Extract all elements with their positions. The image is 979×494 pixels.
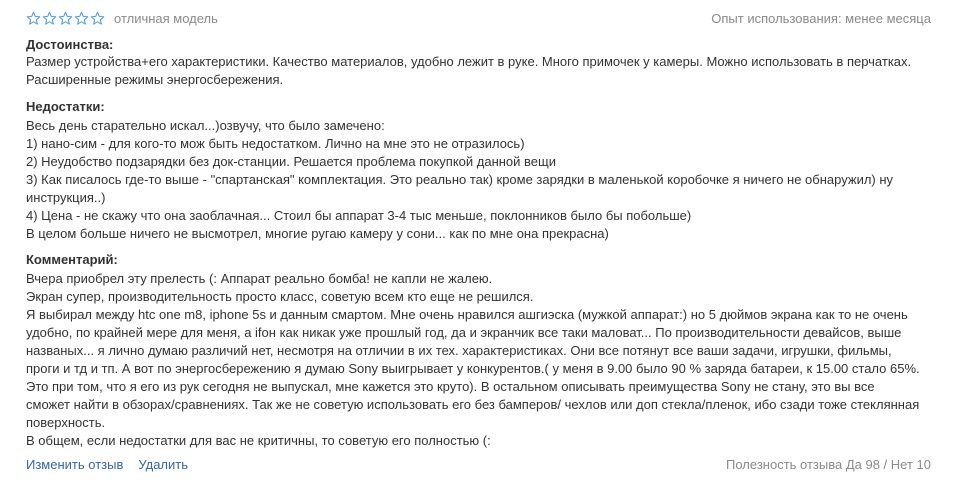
review-header: [26, 0, 931, 36]
delete-review-link[interactable]: Удалить: [138, 457, 189, 472]
advantages-line: Расширенные режимы энергосбережения.: [26, 72, 284, 87]
disadvantages-text: [26, 117, 931, 243]
star-outline-icon: [74, 11, 89, 26]
disadvantages-line: 1) нано-сим - для кого-то мож быть недостатком. Лично на мне это не отразилось): [26, 136, 525, 151]
helpfulness-counter: Полезность отзыва Да 98 / Нет 10: [726, 457, 931, 472]
rating-stars: [26, 11, 105, 26]
comment-line: названых... я лично думаю различий нет, несмотря на отличии в их тех. характеристиках. Они все потянут все ваши задачи, игрушки, фильмы,: [26, 343, 892, 358]
comment-title: Комментарий:: [26, 252, 118, 267]
comment-line: Это при том, что я его из рук сегодня не выпускал, мне кажется это круто). В остальном описывать преимущества Sony не стану, это вы все: [26, 379, 875, 394]
disadvantages-line: инструкция..): [26, 190, 106, 205]
edit-review-link[interactable]: Изменить отзыв: [26, 457, 124, 472]
review-card: [26, 0, 931, 472]
star-outline-icon: [26, 11, 41, 26]
comment-line: удобно, по крайней мере для меня, а ifон как никак уже прошлый год, да и экранчик все таки маловат... По производительности девайсов, выше: [26, 325, 902, 340]
star-outline-icon: [58, 11, 73, 26]
comment-line: сможет найти в обзорах/сравнениях. Так же не советую использовать его без бамперов/ чехлов или доп стекла/пленок, ибо сзади тоже стеклянная: [26, 397, 920, 412]
comment-section: [26, 251, 931, 450]
comment-line: Я выбирал между htc one m8, iphone 5s и данным смартом. Мне очень нравился ашгиэска (мужкой аппарат:) но 5 дюймов экрана как то не очень: [26, 307, 908, 322]
comment-text: [26, 270, 931, 450]
comment-line: В общем, если недостатки для вас не критичны, то советую его полностью (:: [26, 433, 491, 448]
comment-line: Вчера приобрел эту прелесть (: Аппарат реально бомба! не капли не жалею.: [26, 271, 493, 286]
disadvantages-title: Недостатки:: [26, 99, 105, 114]
advantages-line: Размер устройства+его характеристики. Качество материалов, удобно лежит в руке. Много примочек у камеры. Можно использовать в перчатках.: [26, 54, 912, 69]
disadvantages-line: 2) Неудобство подзарядки без док-станции. Решается проблема покупкой данной вещи: [26, 154, 556, 169]
advantages-section: [26, 36, 931, 89]
comment-line: Экран супер, производительность просто класс, советую всем кто еще не решился.: [26, 289, 534, 304]
disadvantages-section: [26, 98, 931, 243]
usage-experience: Опыт использования: менее месяца: [711, 10, 931, 26]
star-outline-icon: [42, 11, 57, 26]
review-footer: [26, 457, 931, 472]
advantages-text: [26, 53, 931, 89]
comment-line: поверхность.: [26, 415, 106, 430]
advantages-title: Достоинства:: [26, 37, 114, 52]
rating-label: отличная модель: [114, 10, 218, 26]
disadvantages-line: 3) Как писалось где-то выше - "спартанская" комплектация. Это реально так) кроме зарядки в маленькой коробочке я ничего не обнаружил) ну: [26, 172, 894, 187]
disadvantages-line: Весь день старательно искал...)озвучу, что было замечено:: [26, 118, 385, 133]
comment-line: проги и тд и тп. А вот по энергосбережению я думаю Sony выигрывает у конкурентов.( у меня в 9.00 было 90 % заряда батареи, к 15.00 стало 65%.: [26, 361, 920, 376]
disadvantages-line: 4) Цена - не скажу что она заоблачная... Стоил бы аппарат 3-4 тыс меньше, поклонников было бы побольше): [26, 208, 692, 223]
disadvantages-line: В целом больше ничего не высмотрел, многие ругаю камеру у сони... как по мне она прекрасна): [26, 226, 609, 241]
star-outline-icon: [90, 11, 105, 26]
